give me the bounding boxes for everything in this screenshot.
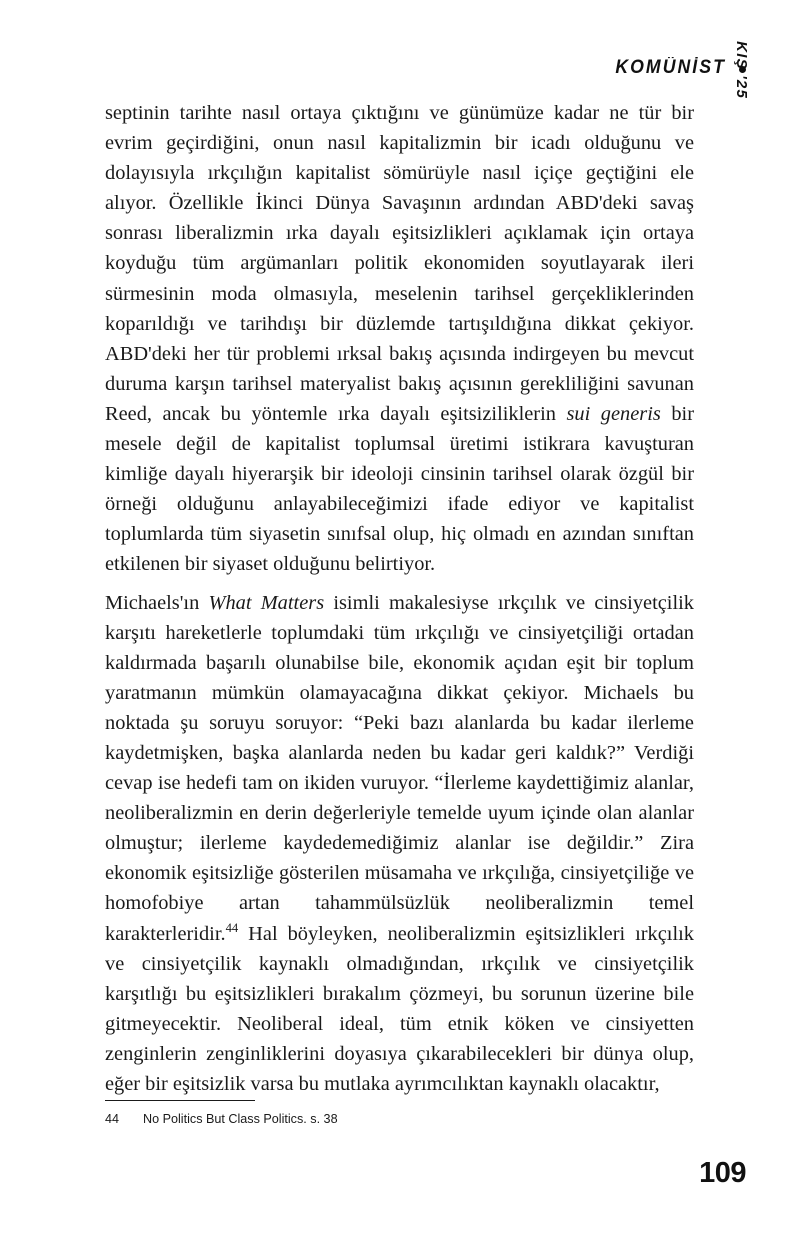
paragraph-2 (105, 588, 694, 1100)
footnote-area (105, 1100, 694, 1128)
footnote-separator-rule (105, 1100, 255, 1101)
paragraph-1-segment-1: septinin tarihte nasıl ortaya çıktığını ve günümüze kadar ne tür bir evrim geçirdiğini, onun nasıl kapitalizmin bir icadı olduğunu ve dolayısıyla ırkçılığın kapitalist sömürüyle nasıl içiçe geçtiğini ele alıyor. Özellikle İkinci Dünya Savaşının ardından ABD'deki savaş sonrası liberalizmin ırka dayalı eşitsizlikleri açıklamak için ortaya koyduğu tüm argümanları politik ekonomiden soyutlayarak ileri sürmesinin moda olmasıyla, meselenin tarihsel gerçekliklerinden koparıldığı ve tarihdışı bir düzlemde tartışıldığına dikkat çekiyor. ABD'deki her tür problemi ırksal bakış açısında indirgeyen bu mevcut duruma karşın tarihsel materyalist bakış açısının gerekliliğini savunan Reed, ancak bu yöntemle ırka dayalı eşitsiziliklerin (105, 102, 694, 425)
page-number: 109 (699, 1157, 746, 1189)
article-title-what-matters: What Matters (208, 591, 325, 614)
footnote-number: 44 (105, 1112, 120, 1126)
paragraph-2-segment-1: Michaels'ın (105, 591, 209, 614)
paragraph-2-segment-3: Hal böyleyken, neoliberalizmin eşitsizlikleri ırkçılık ve cinsiyetçilik kaynaklı olmadığından, ırkçılık ve cinsiyetçilik karşıtlığı bu eşitsizlikleri bırakalım çözmeyi, bu sorunun üzerine bile gitmeyecektir. Neoliberal ideal, tüm etnik köken ve cinsiyetten zenginlerin zenginliklerini doyasıya çıkarabilecekleri bir dünya olup, eğer bir eşitsizlik varsa bu mutlaka ayrımcılıktan kaynaklı olacaktır, (105, 922, 694, 1095)
publication-title: KOMÜNİST (615, 57, 726, 78)
running-head (607, 57, 746, 79)
paragraph-1-segment-2: bir mesele değil de kapitalist toplumsal üretimi istikrara kavuşturan kimliğe dayalı hiyerarşik bir ideoloji cinsinin tarihsel olarak özgül bir örneği olduğunu anlayabileceğimizi ifade ediyor ve kapitalist toplumlarda tüm siyasetin sınıfsal olup, hiç olmadı en azından sınıftan etkilenen bir siyaset olduğunu belirtiyor. (105, 402, 694, 576)
latin-phrase-sui-generis: sui generis (566, 402, 661, 425)
issue-label: KIŞ '25 (733, 41, 750, 99)
footnote-entry (105, 1111, 694, 1128)
footnote-reference-44[interactable]: 44 (225, 920, 239, 935)
footnote-text: No Politics But Class Politics. s. 38 (143, 1112, 338, 1126)
paragraph-2-segment-2: isimli makalesiyse ırkçılık ve cinsiyetçilik karşıtı hareketlerle toplumdaki tüm ırkçılığı ve cinsiyetçiliği ortadan kaldırmada başarılı olunabilse bile, ekonomik açıdan eşit bir toplum yaratmanın mümkün olamayacağına dikkat çekiyor. Michaels bu noktada şu soruyu soruyor: “Peki bazı alanlarda bu kadar ilerleme kaydetmişken, başka alanlarda neden bu kadar geri kaldık?” Verdiği cevap ise hedefi tam on ikiden vuruyor. “İlerleme kaydettiğimiz alanlar, neoliberalizmin en derin değerleriyle temelde uyum içinde olan alanlar olmuştur; ilerleme kaydedemediğimiz alanlar ise değildir.” Zira ekonomik eşitsizliğe gösterilen müsamaha ve ırkçılığa, cinsiyetçiliğe ve homofobiye artan tahammülsüzlük neoliberalizmin temel karakterleridir. (105, 591, 694, 945)
body-text-column (105, 98, 694, 1099)
paragraph-1 (105, 98, 694, 580)
